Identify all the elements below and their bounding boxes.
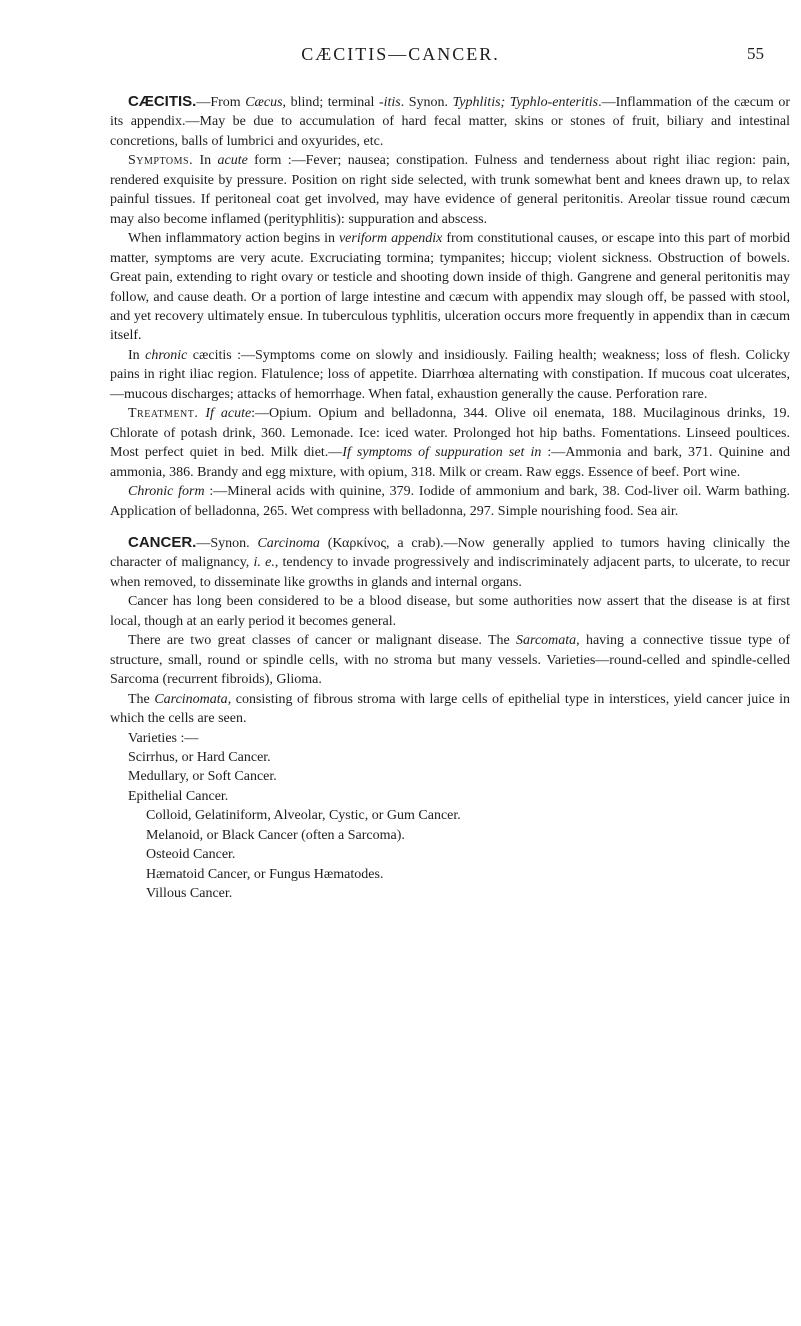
- list-item: Colloid, Gelatiniform, Alveolar, Cystic, or Gum Cancer.: [146, 808, 461, 824]
- caecitis-intro: CÆCITIS.—From Cæcus, blind; terminal -itis. Synon. Typhlitis; Typhlo-enteritis.—Inflammation of the cæcum or its appendix.—May be due to accumulation of hard fecal matter, skins or stones of fruit, biliary and intestinal concretions, balls of lumbrici and oxyurides, etc.: [110, 93, 790, 149]
- list-item: Osteoid Cancer.: [146, 847, 236, 863]
- section-label-symptoms: Symptoms.: [128, 153, 194, 169]
- entry-heading-caecitis: CÆCITIS.: [128, 93, 197, 110]
- varieties-list: [110, 748, 790, 904]
- caecitis-chronic: In chronic cæcitis :—Symptoms come on slowly and insidiously. Failing health; weakness; loss of flesh. Colicky pains in right iliac region. Flatulence; loss of appetite. Diarrhœa alternating with constipation. If mucous coat ulcerates,—mucous discharges; attacks of hemorrhage. When fatal, exhaustion generally the cause. Perforation rare.: [110, 347, 790, 402]
- section-label-treatment: Treatment.: [128, 406, 199, 422]
- list-item: Medullary, or Soft Cancer.: [128, 769, 277, 785]
- list-item: Epithelial Cancer.: [128, 788, 229, 804]
- cancer-intro: CANCER.—Synon. Carcinoma (Καρκίνος, a crab).—Now generally applied to tumors having clinically the character of malignancy, i. e., tendency to invade progressively and indiscriminately adjacent parts, to ulcerate, to recur when removed, to disseminate like growths in glands and internal organs.: [110, 533, 790, 590]
- varieties-label: Varieties :—: [128, 730, 199, 746]
- caecitis-treatment: Treatment. If acute:—Opium. Opium and belladonna, 344. Olive oil enemata, 188. Mucilaginous drinks, 19. Chlorate of potash drink, 360. Lemonade. Ice: iced water. Prolonged hot hip baths. Fomentations. Linseed poultices. Most perfect quiet in bed. Milk diet.—If symptoms of suppuration set in :—Ammonia and bark, 371. Quinine and ammonia, 386. Brandy and egg mixture, with opium, 318. Milk or cream. Raw eggs. Essence of beef. Port wine.: [110, 406, 790, 480]
- list-item: Scirrhus, or Hard Cancer.: [128, 749, 271, 765]
- caecitis-chronic-form: Chronic form :—Mineral acids with quinine, 379. Iodide of ammonium and bark, 38. Cod-liver oil. Warm bathing. Application of belladonna, 265. Wet compress with belladonna, 297. Simple nourishing food. Sea air.: [110, 484, 790, 519]
- cancer-blood-disease: Cancer has long been considered to be a blood disease, but some authorities now assert that the disease is at first local, though at an early period it becomes general.: [110, 594, 790, 629]
- caecitis-symptoms: Symptoms. In acute form :—Fever; nausea; constipation. Fulness and tenderness about right iliac region: pain, rendered exquisite by pressure. Position on right side selected, with trunk somewhat bent and knees drawn up, to relax painful tissues. If peritoneal coat get involved, may have evidence of general peritonitis. Areolar tissue round cæcum may also become inflamed (perityphlitis): suppuration and abscess.: [110, 153, 790, 227]
- page-body: [110, 92, 790, 904]
- entry-heading-cancer: CANCER.: [128, 533, 197, 551]
- page-number: 55: [747, 44, 764, 63]
- running-title: CÆCITIS—CANCER.: [301, 44, 500, 64]
- list-item: Melanoid, or Black Cancer (often a Sarcoma).: [146, 827, 405, 843]
- list-item: Hæmatoid Cancer, or Fungus Hæmatodes.: [146, 866, 384, 882]
- cancer-classes: There are two great classes of cancer or malignant disease. The Sarcomata, having a connective tissue type of structure, small, round or spindle cells, with no stroma but many vessels. Varieties—round-celled and spindle-celled Sarcoma (recurrent fibroids), Glioma.: [110, 633, 790, 688]
- caecitis-veriform: When inflammatory action begins in veriform appendix from constitutional causes, or escape into this part of morbid matter, symptoms are very acute. Excruciating tormina; tympanites; hiccup; violent sickness. Obstruction of bowels. Great pain, extending to right ovary or testicle and shooting down inside of thigh. Gangrene and general peritonitis may follow, and cause death. Or a portion of large intestine and cæcum with appendix may slough off, be passed with stool, and yet recovery ultimately ensue. In tuberculous typhlitis, ulceration occurs more frequently in appendix than in cæcum itself.: [110, 231, 791, 344]
- list-item: Villous Cancer.: [146, 886, 233, 902]
- cancer-carcinomata: The Carcinomata, consisting of fibrous stroma with large cells of epithelial type in interstices, yield cancer juice in which the cells are seen.: [110, 691, 790, 727]
